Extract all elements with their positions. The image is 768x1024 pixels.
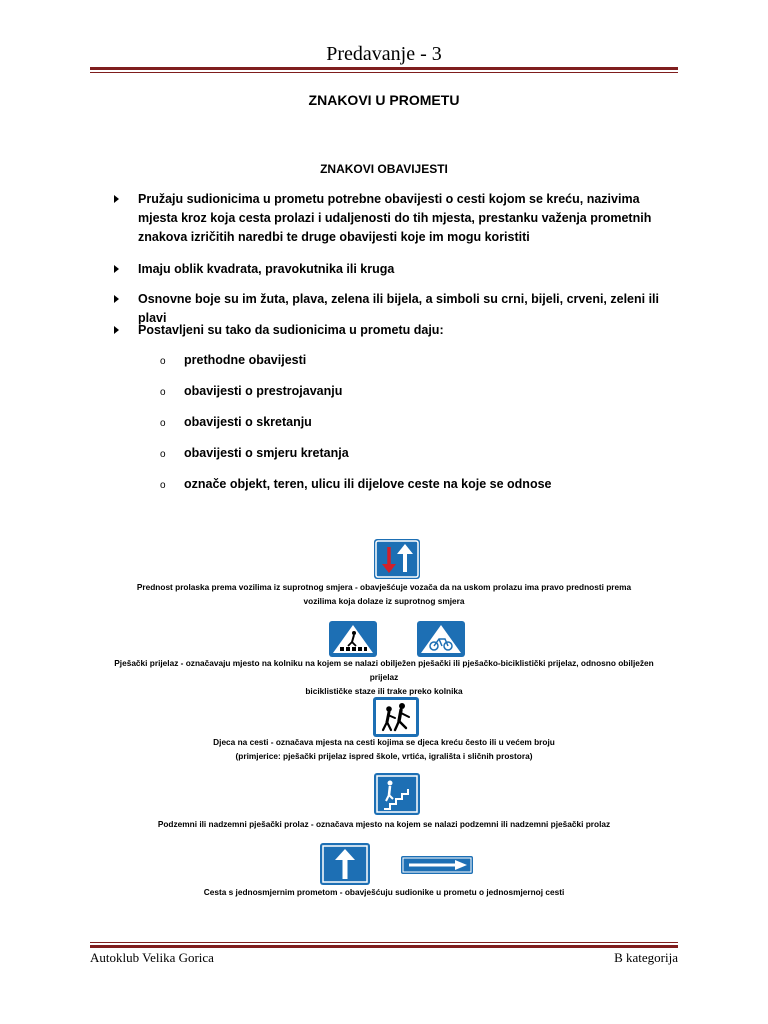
document-title: ZNAKOVI U PROMETU bbox=[308, 92, 460, 108]
pedestrian-crossing-sign-icon bbox=[329, 621, 377, 657]
bullet-item bbox=[138, 190, 678, 247]
bullet-text: Pružaju sudionicima u prometu potrebne obavijesti o cesti kojom se kreću, nazivima mjesta kroz koja cesta prolazi i udaljenosti do tih mjesta, prestanku važenja prometnih znakova izričitih naredbi te druge obavijesti koje im mogu koristiti bbox=[138, 192, 652, 244]
sub-marker: o bbox=[160, 356, 166, 367]
sub-list-item bbox=[160, 446, 349, 460]
sign-caption bbox=[100, 885, 668, 899]
pedestrian-underpass-sign-icon bbox=[374, 773, 420, 815]
bullet-item bbox=[138, 260, 678, 279]
header-rule bbox=[90, 67, 678, 70]
bullet-text: Osnovne boje su im žuta, plava, zelena ili bijela, a simboli su crni, bijeli, crveni, zeleni ili plavi bbox=[138, 292, 659, 325]
footer-rule-thin bbox=[90, 942, 678, 943]
sub-item-text: obavijesti o prestrojavanju bbox=[184, 384, 343, 398]
sub-list-item bbox=[160, 477, 552, 491]
sub-list-item bbox=[160, 384, 343, 398]
sub-marker: o bbox=[160, 418, 166, 429]
caption-line: Cesta s jednosmjernim prometom - obavješćuju sudionike u prometu o jednosmjernoj cesti bbox=[203, 887, 565, 897]
bullet-text: Postavljeni su tako da sudionicima u prometu daju: bbox=[138, 323, 444, 337]
bicycle-crossing-sign-icon bbox=[417, 621, 465, 657]
caption-line: biciklističke staze ili trake preko kolnika bbox=[305, 686, 463, 696]
sub-item-text: obavijesti o skretanju bbox=[184, 415, 312, 429]
priority-oncoming-sign-icon bbox=[374, 539, 420, 579]
bullet-arrow-icon bbox=[114, 295, 119, 303]
sign-caption bbox=[100, 656, 668, 698]
caption-line: vozilima koja dolaze iz suprotnog smjera bbox=[303, 596, 465, 606]
sub-marker: o bbox=[160, 449, 166, 460]
sign-caption bbox=[100, 817, 668, 831]
bullet-text: Imaju oblik kvadrata, pravokutnika ili kruga bbox=[138, 262, 395, 276]
caption-line: Prednost prolaska prema vozilima iz suprotnog smjera - obavješćuje vozača da na uskom prolazu ima pravo prednosti prema bbox=[136, 582, 632, 592]
bullet-arrow-icon bbox=[114, 195, 119, 203]
bullet-arrow-icon bbox=[114, 265, 119, 273]
children-sign-icon bbox=[373, 697, 419, 737]
sub-item-text: označe objekt, teren, ulicu ili dijelove ceste na koje se odnose bbox=[184, 477, 552, 491]
page-header-title: Predavanje - 3 bbox=[326, 43, 442, 65]
caption-line: (primjerice: pješački prijelaz ispred škole, vrtića, igrališta i sličnih prostora) bbox=[235, 751, 533, 761]
caption-line: Djeca na cesti - označava mjesta na cesti kojima se djeca kreću često ili u većem broju bbox=[213, 737, 555, 747]
footer-left-text: Autoklub Velika Gorica bbox=[90, 950, 214, 965]
section-title: ZNAKOVI OBAVIJESTI bbox=[320, 162, 448, 176]
caption-line: Pješački prijelaz - označavaju mjesto na kolniku na kojem se nalazi obilježen pješački ili pješačko-biciklistički prijelaz, odnosno obilježen prijelaz bbox=[114, 658, 654, 682]
sub-marker: o bbox=[160, 480, 166, 491]
bullet-arrow-icon bbox=[114, 326, 119, 334]
sub-marker: o bbox=[160, 387, 166, 398]
caption-line: Podzemni ili nadzemni pješački prolaz - označava mjesto na kojem se nalazi podzemni ili nadzemni pješački prolaz bbox=[157, 819, 611, 829]
footer-rule bbox=[90, 945, 678, 948]
sub-list-item bbox=[160, 415, 312, 429]
one-way-sign-icon bbox=[320, 843, 370, 885]
sub-item-text: obavijesti o smjeru kretanja bbox=[184, 446, 349, 460]
sub-item-text: prethodne obavijesti bbox=[184, 353, 307, 367]
footer-right-text: B kategorija bbox=[614, 950, 678, 965]
header-rule-thin bbox=[90, 72, 678, 73]
sub-list-item bbox=[160, 353, 307, 367]
bullet-item bbox=[138, 321, 678, 340]
sign-caption bbox=[100, 580, 668, 608]
sign-caption bbox=[100, 735, 668, 763]
one-way-arrow-sign-icon bbox=[401, 856, 473, 874]
